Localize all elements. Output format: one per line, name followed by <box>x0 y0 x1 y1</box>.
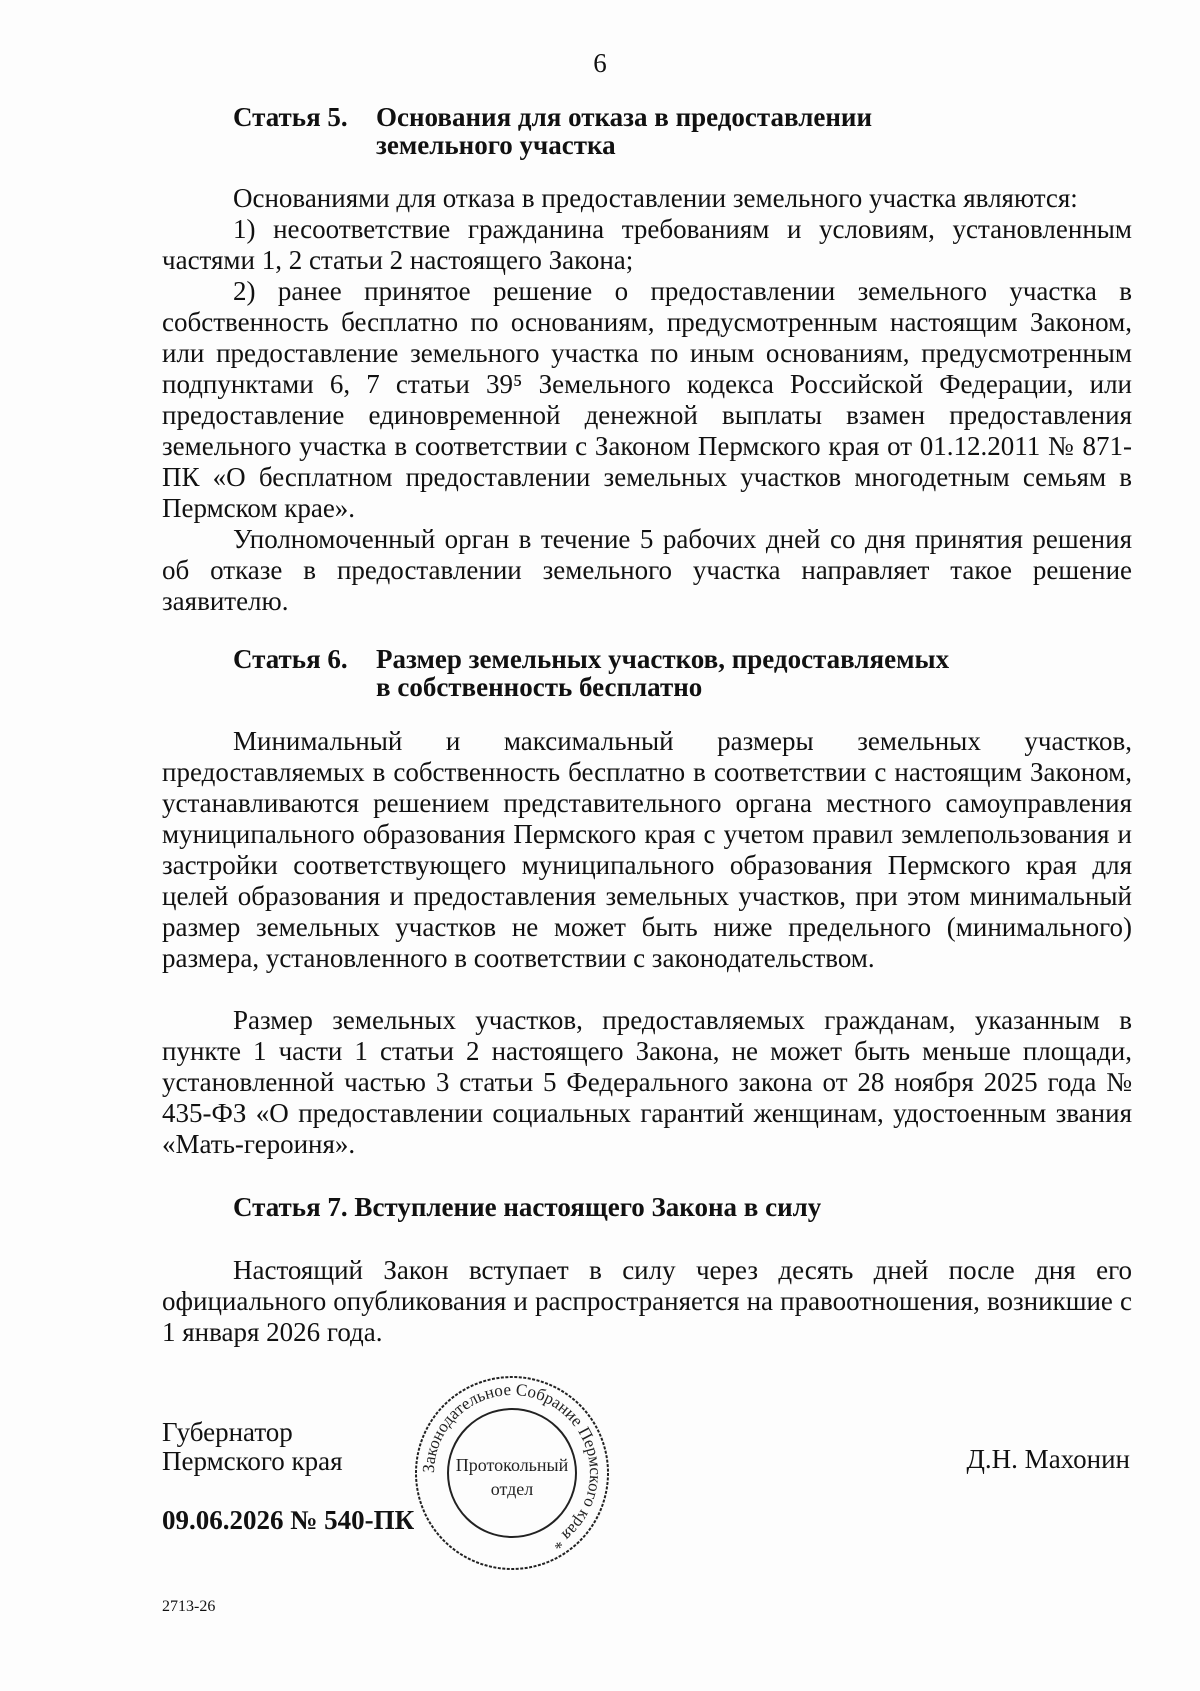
article-7-paragraph: Настоящий Закон вступает в силу через десять дней после дня его официального опубликования и распространяется на правоотношения, возникшие с 1 января 2026 года. <box>162 1255 1132 1347</box>
page-number: 6 <box>593 48 607 78</box>
seal-ring-text: Законодательное Собрание Пермского края * <box>418 1379 606 1554</box>
article-5-number: Статья 5. <box>233 102 348 132</box>
article-6-title-line2: в собственность бесплатно <box>376 672 703 702</box>
article-5-title-line2: земельного участка <box>376 130 616 160</box>
article-5-paragraph: 1) несоответствие гражданина требованиям и условиям, установленным частями 1, 2 статьи 2 настоящего Закона; <box>162 214 1132 275</box>
signatory-title-line1: Губернатор <box>162 1417 293 1447</box>
seal-center-line1: Протокольный <box>455 1455 569 1475</box>
article-5-title-line1: Основания для отказа в предоставлении <box>376 102 873 132</box>
signatory-title <box>162 1418 343 1476</box>
law-number: 09.06.2026 № 540-ПК <box>162 1505 415 1535</box>
registry-number: 2713-26 <box>162 1598 216 1615</box>
article-5-paragraph: Основаниями для отказа в предоставлении земельного участка являются: <box>233 183 1078 213</box>
article-6-heading <box>233 645 949 701</box>
article-5-paragraph: Уполномоченный орган в течение 5 рабочих дней со дня принятия решения об отказе в предоставлении земельного участка направляет такое решение заявителю. <box>162 524 1132 616</box>
article-7-heading: Статья 7. Вступление настоящего Закона в силу <box>233 1192 822 1222</box>
article-6-title-line1: Размер земельных участков, предоставляемых <box>376 644 950 674</box>
official-seal <box>412 1373 612 1573</box>
article-6-paragraph: Размер земельных участков, предоставляемых гражданам, указанным в пункте 1 части 1 статьи 2 настоящего Закона, не может быть меньше площади, установленной частью 3 статьи 5 Федерального закона от 28 ноября 2025 года № 435-ФЗ «О предоставлении социальных гарантий женщинам, удостоенным звания «Мать-героиня». <box>162 1005 1132 1159</box>
article-6-number: Статья 6. <box>233 644 348 674</box>
article-6-paragraph: Минимальный и максимальный размеры земельных участков, предоставляемых в собственность бесплатно в соответствии с настоящим Законом, устанавливаются решением представительного органа местного самоуправления муниципального образования Пермского края с учетом правил землепользования и застройки соответствующего муниципального образования Пермского края для целей образования и предоставления земельных участков, при этом минимальный размер земельных участков не может быть ниже предельного (минимального) размера, установленного в соответствии с законодательством. <box>162 726 1132 973</box>
article-5-heading <box>233 103 872 159</box>
article-5-paragraph: 2) ранее принятое решение о предоставлении земельного участка в собственность бесплатно по основаниям, предусмотренным настоящим Законом, или предоставление земельного участка по иным основаниям, предусмотренным подпунктами 6, 7 статьи 39⁵ Земельного кодекса Российской Федерации, или предоставление единовременной денежной выплаты взамен предоставления земельного участка в соответствии с Законом Пермского края от 01.12.2011 № 871-ПК «О бесплатном предоставлении земельных участков многодетным семьям в Пермском крае». <box>162 276 1132 523</box>
seal-center-line2: отдел <box>490 1479 534 1499</box>
signatory-title-line2: Пермского края <box>162 1446 343 1476</box>
signatory-name: Д.Н. Махонин <box>966 1444 1130 1474</box>
